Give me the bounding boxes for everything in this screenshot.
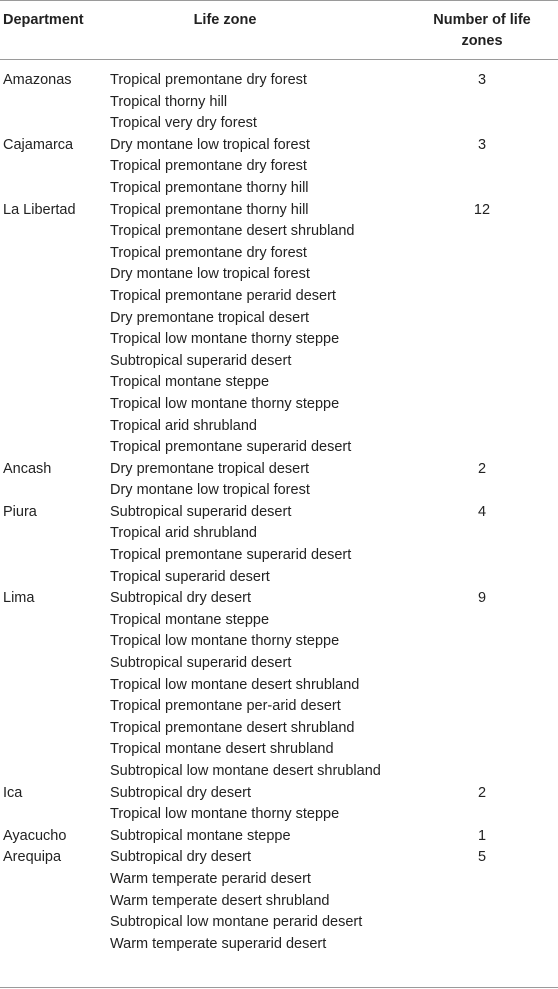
- life-zone-item: Subtropical superarid desert: [110, 352, 292, 369]
- life-zone-list: [110, 200, 400, 459]
- life-zone-item: Dry montane low tropical forest: [110, 136, 310, 153]
- life-zone-item: Tropical premontane superarid desert: [110, 439, 352, 456]
- life-zone-item: Subtropical superarid desert: [110, 655, 292, 672]
- table-row: [0, 826, 558, 848]
- life-zone-item: Dry premontane tropical desert: [110, 309, 310, 326]
- life-zone-item: Tropical montane steppe: [110, 374, 270, 391]
- department-cell: Piura: [3, 503, 37, 520]
- life-zone-item: Tropical low montane thorny steppe: [110, 331, 340, 348]
- life-zone-item: Dry montane low tropical forest: [110, 266, 310, 283]
- life-zone-item: Subtropical dry desert: [110, 849, 252, 866]
- life-zone-count-cell: 4: [477, 503, 487, 520]
- header-department: Department: [3, 12, 84, 28]
- department-cell: Lima: [3, 590, 35, 607]
- bottom-rule: [0, 987, 558, 988]
- department-cell: Ancash: [3, 460, 52, 477]
- life-zone-item: Subtropical dry desert: [110, 784, 252, 801]
- life-zone-item: Dry premontane tropical desert: [110, 460, 310, 477]
- life-zone-count-cell: 2: [477, 784, 487, 801]
- life-zone-item: Dry montane low tropical forest: [110, 482, 310, 499]
- life-zone-item: Warm temperate desert shrubland: [110, 892, 330, 909]
- life-zone-item: Tropical premontane desert shrubland: [110, 719, 355, 736]
- life-zone-item: Tropical premontane thorny hill: [110, 179, 309, 196]
- header-life-zone: Life zone: [193, 12, 257, 28]
- life-zone-item: Tropical montane steppe: [110, 611, 270, 628]
- life-zone-list: [110, 588, 400, 782]
- table-row: [0, 135, 558, 200]
- life-zone-item: Tropical low montane thorny steppe: [110, 633, 340, 650]
- life-zone-item: Tropical premontane dry forest: [110, 72, 307, 88]
- table-row: [0, 459, 558, 502]
- life-zone-item: Warm temperate perarid desert: [110, 870, 311, 887]
- life-zone-item: Tropical premontane desert shrubland: [110, 223, 355, 240]
- life-zone-item: Tropical premontane perarid desert: [110, 287, 336, 304]
- department-cell: Cajamarca: [3, 136, 74, 153]
- life-zone-item: Tropical arid shrubland: [110, 417, 257, 434]
- life-zone-item: Tropical montane desert shrubland: [110, 741, 334, 758]
- department-cell: La Libertad: [3, 201, 76, 218]
- life-zone-list: [110, 459, 400, 502]
- header-number-of-life-zones: Number of life zones: [433, 12, 531, 49]
- life-zone-count-cell: 3: [477, 136, 487, 153]
- life-zone-item: Tropical low montane thorny steppe: [110, 395, 340, 412]
- department-cell: Ayacucho: [3, 827, 67, 844]
- life-zone-list: [110, 847, 400, 955]
- life-zone-count-cell: 1: [477, 827, 487, 844]
- life-zone-item: Tropical premontane dry forest: [110, 158, 307, 175]
- table-row: [0, 70, 558, 135]
- life-zone-item: Subtropical superarid desert: [110, 503, 292, 520]
- life-zone-count-cell: 9: [477, 590, 487, 607]
- life-zone-item: Tropical low montane thorny steppe: [110, 806, 340, 823]
- life-zone-count-cell: 2: [477, 460, 487, 477]
- department-cell: Ica: [3, 784, 23, 801]
- life-zone-list: [110, 783, 400, 826]
- life-zone-item: Tropical premontane dry forest: [110, 244, 307, 261]
- life-zone-item: Tropical superarid desert: [110, 568, 270, 585]
- life-zone-item: Subtropical dry desert: [110, 590, 252, 607]
- life-zone-list: [110, 826, 400, 848]
- life-zone-count-cell: 12: [473, 201, 491, 218]
- table-row: [0, 502, 558, 588]
- department-cell: Amazonas: [3, 72, 72, 88]
- life-zone-item: Tropical thorny hill: [110, 93, 228, 110]
- life-zone-list: [110, 502, 400, 588]
- life-zone-item: Subtropical low montane desert shrubland: [110, 763, 381, 779]
- top-rule: [0, 0, 558, 1]
- life-zone-item: Tropical low montane desert shrubland: [110, 676, 360, 693]
- department-cell: Arequipa: [3, 849, 62, 866]
- life-zone-count-cell: 5: [477, 849, 487, 866]
- life-zone-item: Tropical very dry forest: [110, 115, 257, 132]
- life-zone-item: Tropical premontane superarid desert: [110, 547, 352, 564]
- life-zone-item: Tropical premontane per-arid desert: [110, 698, 341, 715]
- life-zone-item: Subtropical low montane perarid desert: [110, 914, 363, 931]
- life-zone-item: Tropical arid shrubland: [110, 525, 257, 542]
- table-row: [0, 200, 558, 459]
- table-body: [0, 70, 558, 955]
- table-row: [0, 783, 558, 826]
- table-row: [0, 588, 558, 782]
- life-zone-item: Tropical premontane thorny hill: [110, 201, 309, 218]
- life-zone-list: [110, 70, 400, 135]
- table-row: [0, 847, 558, 955]
- life-zone-item: Warm temperate superarid desert: [110, 935, 327, 952]
- header-rule: [0, 59, 558, 60]
- life-zone-list: [110, 135, 400, 200]
- life-zone-item: Subtropical montane steppe: [110, 827, 291, 844]
- life-zone-count-cell: 3: [477, 72, 487, 88]
